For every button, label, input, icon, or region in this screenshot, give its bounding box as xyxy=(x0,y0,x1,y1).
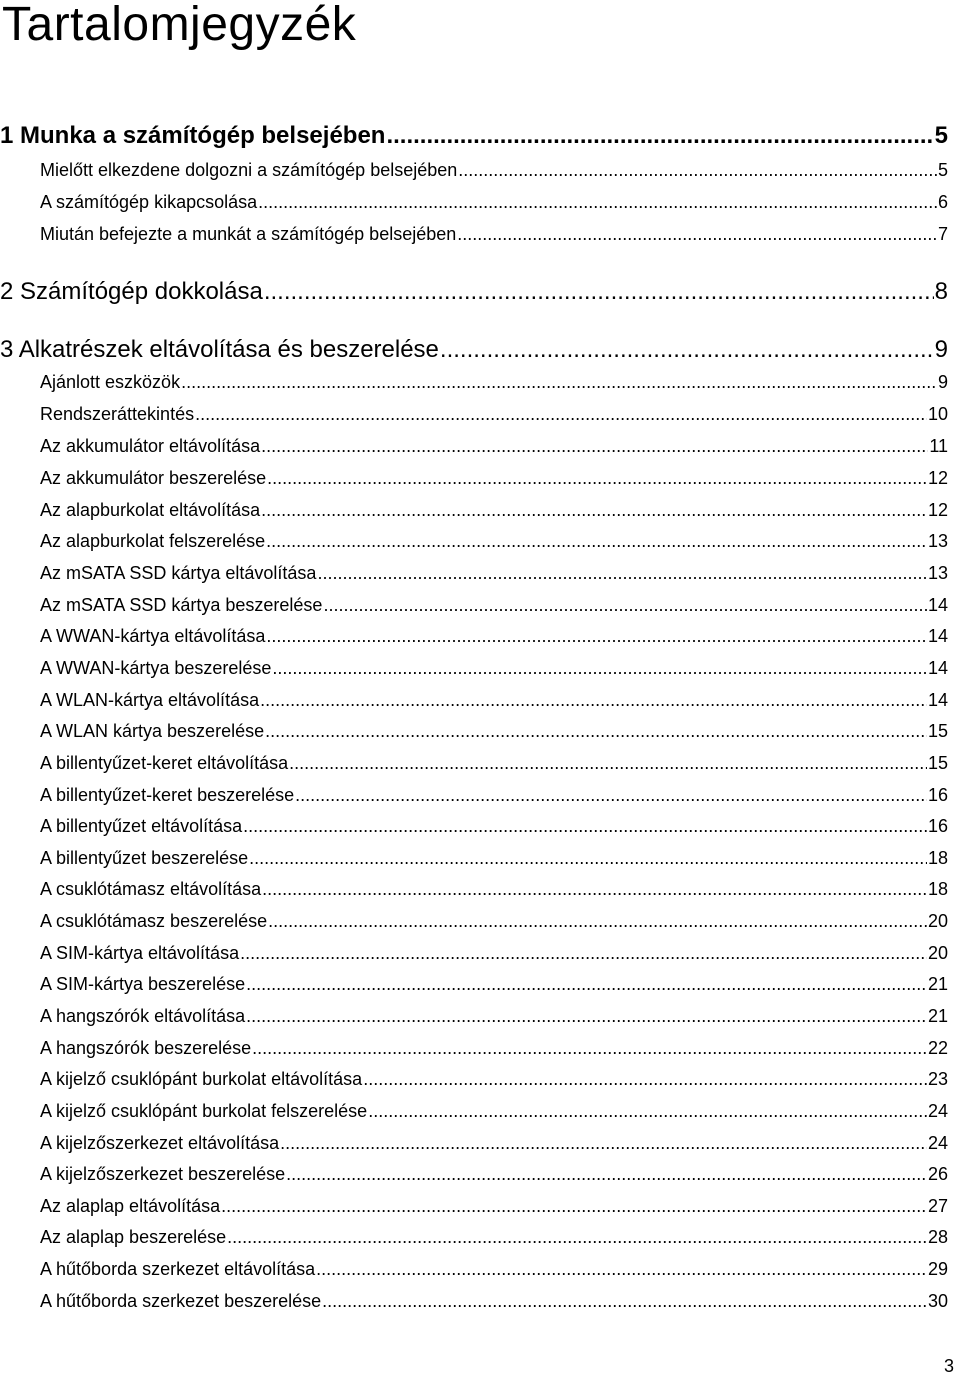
toc-entry-label: A kijelzőszerkezet beszerelése xyxy=(40,1164,286,1184)
toc-entry-label: A számítógép kikapcsolása xyxy=(40,192,258,212)
toc-leader-dots xyxy=(267,468,927,489)
toc-chapter-page: 5 xyxy=(934,122,948,149)
toc-leader-dots xyxy=(265,721,927,742)
toc-entry-page: 30 xyxy=(927,1291,948,1311)
toc-entry-page: 14 xyxy=(927,626,948,646)
toc-leader-dots xyxy=(264,278,934,306)
toc-entry[interactable] xyxy=(40,436,948,457)
toc-entry-page: 9 xyxy=(937,372,948,392)
toc-entry-label: A billentyűzet eltávolítása xyxy=(40,816,243,836)
toc-leader-dots xyxy=(181,372,937,393)
toc-entry[interactable] xyxy=(40,785,948,806)
toc-entry[interactable] xyxy=(40,1227,948,1248)
toc-entry[interactable] xyxy=(40,1164,948,1185)
toc-entry[interactable] xyxy=(40,500,948,521)
toc-chapter-3[interactable] xyxy=(0,336,948,364)
toc-leader-dots xyxy=(289,753,927,774)
toc-leader-dots xyxy=(323,595,927,616)
toc-entry[interactable] xyxy=(40,1006,948,1027)
toc-entry[interactable] xyxy=(40,160,948,181)
toc-entry-label: A hűtőborda szerkezet eltávolítása xyxy=(40,1259,316,1279)
toc-entry[interactable] xyxy=(40,911,948,932)
toc-entry-page: 29 xyxy=(927,1259,948,1279)
toc-entry[interactable] xyxy=(40,1038,948,1059)
toc-entry-page: 15 xyxy=(927,753,948,773)
toc-leader-dots xyxy=(195,404,927,425)
toc-leader-dots xyxy=(262,879,927,900)
toc-entry[interactable] xyxy=(40,974,948,995)
toc-leader-dots xyxy=(317,563,927,584)
toc-entry-label: Az akkumulátor beszerelése xyxy=(40,468,267,488)
toc-leader-dots xyxy=(266,531,927,552)
toc-entry-label: A kijelzőszerkezet eltávolítása xyxy=(40,1133,280,1153)
toc-entry-label: A SIM-kártya eltávolítása xyxy=(40,943,240,963)
toc-entry-page: 20 xyxy=(927,911,948,931)
toc-entry-page: 24 xyxy=(927,1101,948,1121)
toc-leader-dots xyxy=(280,1133,927,1154)
toc-entry-label: A kijelző csuklópánt burkolat felszerelése xyxy=(40,1101,368,1121)
toc-entry-page: 21 xyxy=(927,1006,948,1026)
toc-entry[interactable] xyxy=(40,879,948,900)
toc-entry-label: A WLAN-kártya eltávolítása xyxy=(40,690,260,710)
toc-entry-page: 14 xyxy=(927,690,948,710)
toc-entry[interactable] xyxy=(40,531,948,552)
toc-leader-dots xyxy=(246,1006,927,1027)
toc-entry-page: 6 xyxy=(937,192,948,212)
toc-entry-label: A csuklótámasz eltávolítása xyxy=(40,879,262,899)
toc-leader-dots xyxy=(368,1101,927,1122)
toc-entry[interactable] xyxy=(40,1101,948,1122)
toc-entry-label: A billentyűzet-keret eltávolítása xyxy=(40,753,289,773)
toc-entry-page: 21 xyxy=(927,974,948,994)
toc-leader-dots xyxy=(363,1069,927,1090)
toc-entry[interactable] xyxy=(40,690,948,711)
toc-entry-label: A SIM-kártya beszerelése xyxy=(40,974,246,994)
toc-entry[interactable] xyxy=(40,1069,948,1090)
toc-entry[interactable] xyxy=(40,1133,948,1154)
toc-entry[interactable] xyxy=(40,224,948,245)
toc-chapter-page: 9 xyxy=(934,336,948,363)
toc-entry-label: Mielőtt elkezdene dolgozni a számítógép belsejében xyxy=(40,160,458,180)
toc-entry-label: Az alapburkolat eltávolítása xyxy=(40,500,261,520)
toc-entry-page: 12 xyxy=(927,500,948,520)
toc-entry-label: A csuklótámasz beszerelése xyxy=(40,911,268,931)
toc-leader-dots xyxy=(221,1196,927,1217)
toc-entry-page: 13 xyxy=(927,563,948,583)
toc-chapter-label: 3 Alkatrészek eltávolítása és beszerelése xyxy=(0,336,439,363)
toc-leader-dots xyxy=(272,658,927,679)
toc-entry-label: A WWAN-kártya beszerelése xyxy=(40,658,272,678)
toc-entry-label: A hűtőborda szerkezet beszerelése xyxy=(40,1291,322,1311)
toc-entry[interactable] xyxy=(40,404,948,425)
toc-leader-dots xyxy=(252,1038,927,1059)
toc-leader-dots xyxy=(258,192,937,213)
toc-entry[interactable] xyxy=(40,658,948,679)
toc-entry[interactable] xyxy=(40,816,948,837)
toc-entry-label: Rendszeráttekintés xyxy=(40,404,195,424)
toc-entry-page: 14 xyxy=(927,595,948,615)
toc-leader-dots xyxy=(261,500,927,521)
toc-entry[interactable] xyxy=(40,721,948,742)
toc-entry-page: 11 xyxy=(929,436,948,456)
toc-leader-dots xyxy=(457,224,937,245)
toc-chapter-1[interactable] xyxy=(0,122,948,150)
toc-entry-label: Az mSATA SSD kártya eltávolítása xyxy=(40,563,317,583)
toc-leader-dots xyxy=(295,785,927,806)
toc-entry-label: Az alaplap beszerelése xyxy=(40,1227,227,1247)
page-number: 3 xyxy=(943,1356,954,1376)
toc-leader-dots xyxy=(227,1227,927,1248)
toc-entry-page: 15 xyxy=(927,721,948,741)
toc-entry-page: 13 xyxy=(927,531,948,551)
toc-leader-dots xyxy=(322,1291,927,1312)
toc-entry-page: 5 xyxy=(937,160,948,180)
toc-leader-dots xyxy=(249,848,927,869)
toc-entry-page: 16 xyxy=(927,785,948,805)
toc-entry-label: Az mSATA SSD kártya beszerelése xyxy=(40,595,323,615)
toc-leader-dots xyxy=(268,911,927,932)
toc-entry[interactable] xyxy=(40,1259,948,1280)
toc-entry[interactable] xyxy=(40,626,948,647)
toc-entry[interactable] xyxy=(40,595,948,616)
toc-entry[interactable] xyxy=(40,563,948,584)
toc-entry-page: 12 xyxy=(927,468,948,488)
toc-leader-dots xyxy=(261,436,928,457)
toc-entry[interactable] xyxy=(40,753,948,774)
toc-entry-page: 20 xyxy=(927,943,948,963)
toc-entry-page: 10 xyxy=(927,404,948,424)
toc-entry[interactable] xyxy=(40,1291,948,1312)
toc-leader-dots xyxy=(240,943,927,964)
toc-entry-page: 28 xyxy=(927,1227,948,1247)
toc-leader-dots xyxy=(386,122,933,150)
toc-entry-label: Az akkumulátor eltávolítása xyxy=(40,436,261,456)
toc-entry-page: 7 xyxy=(937,224,948,244)
toc-leader-dots xyxy=(286,1164,927,1185)
toc-leader-dots xyxy=(266,626,927,647)
toc-entry-page: 16 xyxy=(927,816,948,836)
toc-entry-label: A kijelző csuklópánt burkolat eltávolítása xyxy=(40,1069,363,1089)
toc-entry-page: 24 xyxy=(927,1133,948,1153)
toc-leader-dots xyxy=(316,1259,927,1280)
toc-entry[interactable] xyxy=(40,372,948,393)
toc-entry-label: Miután befejezte a munkát a számítógép belsejében xyxy=(40,224,457,244)
toc-entry-label: Az alapburkolat felszerelése xyxy=(40,531,266,551)
toc-entry-label: A hangszórók eltávolítása xyxy=(40,1006,246,1026)
toc-entry-label: Az alaplap eltávolítása xyxy=(40,1196,221,1216)
toc-chapter-page: 8 xyxy=(934,278,948,305)
toc-entry-label: A billentyűzet beszerelése xyxy=(40,848,249,868)
toc-chapter-2[interactable] xyxy=(0,278,948,306)
toc-leader-dots xyxy=(440,336,934,364)
toc-leader-dots xyxy=(246,974,927,995)
toc-entry[interactable] xyxy=(40,848,948,869)
toc-entry[interactable] xyxy=(40,468,948,489)
toc-chapter-label: 1 Munka a számítógép belsejében xyxy=(0,122,386,149)
toc-entry-label: A WLAN kártya beszerelése xyxy=(40,721,265,741)
toc-entry[interactable] xyxy=(40,192,948,213)
toc-chapter-label: 2 Számítógép dokkolása xyxy=(0,278,263,305)
toc-entry[interactable] xyxy=(40,943,948,964)
toc-entry-page: 22 xyxy=(927,1038,948,1058)
toc-entry-label: A WWAN-kártya eltávolítása xyxy=(40,626,266,646)
toc-entry-page: 14 xyxy=(927,658,948,678)
toc-leader-dots xyxy=(458,160,937,181)
toc-entry-label: Ajánlott eszközök xyxy=(40,372,181,392)
page-title: Tartalomjegyzék xyxy=(2,0,357,51)
toc-entry-label: A billentyűzet-keret beszerelése xyxy=(40,785,295,805)
toc-entry-page: 23 xyxy=(927,1069,948,1089)
toc-entry-page: 18 xyxy=(927,848,948,868)
toc-entry-page: 26 xyxy=(927,1164,948,1184)
toc-entry-label: A hangszórók beszerelése xyxy=(40,1038,252,1058)
toc-entry-page: 18 xyxy=(927,879,948,899)
toc-entry[interactable] xyxy=(40,1196,948,1217)
toc-leader-dots xyxy=(243,816,927,837)
toc-leader-dots xyxy=(260,690,927,711)
toc-entry-page: 27 xyxy=(927,1196,948,1216)
